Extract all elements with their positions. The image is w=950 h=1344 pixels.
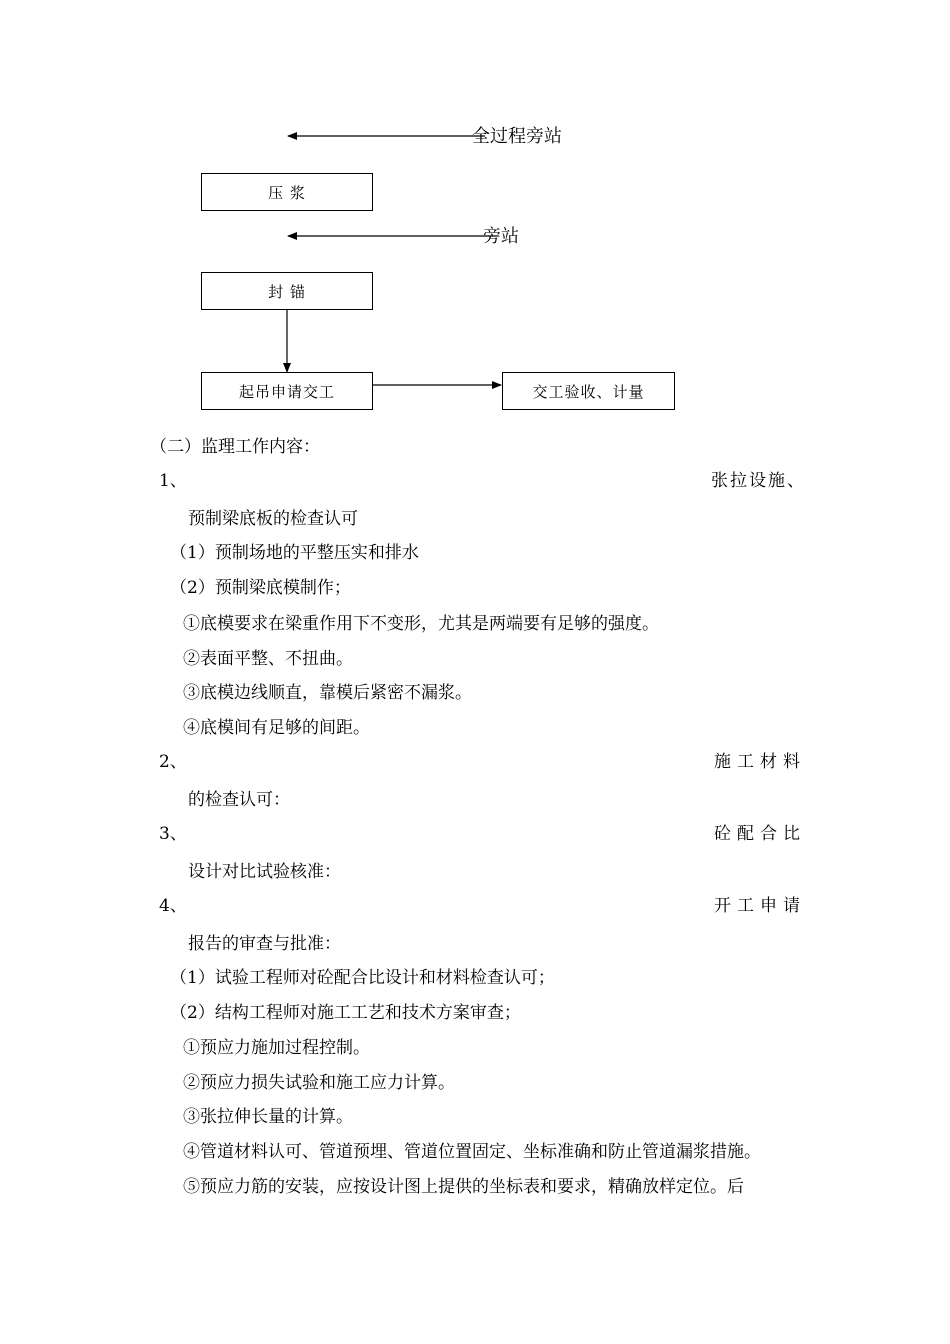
item3-title-cont: 设计对比试验核准： bbox=[188, 862, 341, 882]
item2-title-right: 施工材料 bbox=[714, 752, 806, 772]
item1-point1: （1）预制场地的平整压实和排水 bbox=[170, 543, 419, 563]
item4-point1: （1）试验工程师对砼配合比设计和材料检查认可； bbox=[170, 968, 555, 988]
item1-title-cont: 预制梁底板的检查认可 bbox=[188, 509, 358, 529]
item1-circle2: ②表面平整、不扭曲。 bbox=[183, 649, 353, 669]
label-quanguocheng: 全过程旁站 bbox=[472, 126, 562, 147]
box-yajiang: 压 浆 bbox=[201, 173, 373, 211]
item2-title-cont: 的检查认可： bbox=[188, 790, 290, 810]
item4-number: 4、 bbox=[159, 896, 187, 916]
item1-number: 1、 bbox=[159, 471, 187, 491]
item1-title-right: 张拉设施、 bbox=[711, 471, 806, 491]
item3-number: 3、 bbox=[159, 824, 187, 844]
item4-title-right: 开工申请 bbox=[714, 896, 806, 916]
section-title: （二）监理工作内容： bbox=[150, 437, 320, 457]
item4-circle5: ⑤预应力筋的安装，应按设计图上提供的坐标表和要求，精确放样定位。后 bbox=[183, 1177, 744, 1197]
item4-circle4: ④管道材料认可、管道预埋、管道位置固定、坐标准确和防止管道漏浆措施。 bbox=[183, 1142, 761, 1162]
box-jiaogong: 交工验收、计量 bbox=[502, 372, 675, 410]
label-pangzhan: 旁站 bbox=[483, 226, 519, 247]
item1-circle4: ④底模间有足够的间距。 bbox=[183, 718, 370, 738]
box-fengmao: 封 锚 bbox=[201, 272, 373, 310]
item4-point2: （2）结构工程师对施工工艺和技术方案审查； bbox=[170, 1003, 521, 1023]
item2-number: 2、 bbox=[159, 752, 187, 772]
box-qidiao: 起吊申请交工 bbox=[201, 372, 373, 410]
item1-point2: （2）预制梁底模制作； bbox=[170, 578, 351, 598]
item4-title-cont: 报告的审查与批准： bbox=[188, 934, 341, 954]
item4-circle2: ②预应力损失试验和施工应力计算。 bbox=[183, 1073, 455, 1093]
item4-circle3: ③张拉伸长量的计算。 bbox=[183, 1107, 353, 1127]
flowchart-connectors bbox=[0, 0, 950, 420]
item3-title-right: 砼配合比 bbox=[714, 824, 806, 844]
item1-circle3: ③底模边线顺直，靠模后紧密不漏浆。 bbox=[183, 683, 472, 703]
item4-circle1: ①预应力施加过程控制。 bbox=[183, 1038, 370, 1058]
item1-circle1: ①底模要求在梁重作用下不变形，尤其是两端要有足够的强度。 bbox=[183, 614, 659, 634]
